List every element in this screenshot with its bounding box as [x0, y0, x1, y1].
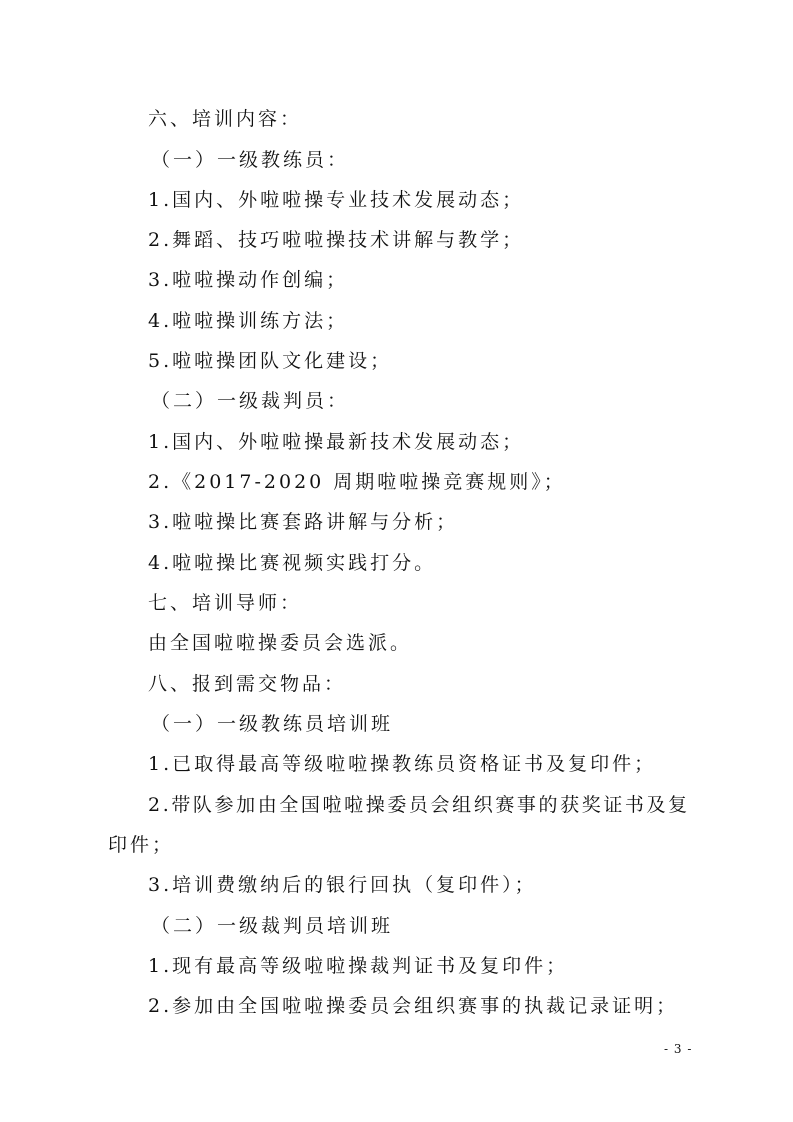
list-item: 3.啦啦操比赛套路讲解与分析； [148, 511, 459, 533]
list-item: 5.啦啦操团队文化建设； [148, 350, 393, 372]
subsection-heading-coach-class: （一）一级教练员培训班 [151, 713, 394, 735]
list-item: 1.国内、外啦啦操专业技术发展动态； [148, 189, 525, 211]
list-item: 2.《2017-2020 周期啦啦操竞赛规则》； [148, 471, 566, 493]
list-item: 2.参加由全国啦啦操委员会组织赛事的执裁记录证明； [148, 995, 679, 1017]
paragraph: 由全国啦啦操委员会选派。 [148, 632, 413, 654]
list-item: 3.啦啦操动作创编； [148, 269, 349, 291]
section-heading-training-content: 六、培训内容： [148, 108, 303, 130]
list-item: 3.培训费缴纳后的银行回执（复印件）； [148, 874, 537, 896]
subsection-heading-referee: （二）一级裁判员： [151, 390, 350, 412]
list-item: 2.舞蹈、技巧啦啦操技术讲解与教学； [148, 229, 525, 251]
list-item: 4.啦啦操训练方法； [148, 310, 349, 332]
list-item: 1.国内、外啦啦操最新技术发展动态； [148, 431, 525, 453]
subsection-heading-coach: （一）一级教练员： [151, 149, 350, 171]
subsection-heading-referee-class: （二）一级裁判员培训班 [151, 915, 394, 937]
page-number: - 3 - [664, 1042, 693, 1056]
section-heading-registration-items: 八、报到需交物品： [148, 673, 347, 695]
list-item-continuation: 印件； [108, 834, 175, 856]
section-heading-instructors: 七、培训导师： [148, 592, 303, 614]
list-item: 1.现有最高等级啦啦操裁判证书及复印件； [148, 955, 569, 977]
list-item: 4.啦啦操比赛视频实践打分。 [148, 552, 437, 574]
list-item: 1.已取得最高等级啦啦操教练员资格证书及复印件； [148, 753, 657, 775]
list-item: 2.带队参加由全国啦啦操委员会组织赛事的获奖证书及复 [148, 794, 690, 816]
